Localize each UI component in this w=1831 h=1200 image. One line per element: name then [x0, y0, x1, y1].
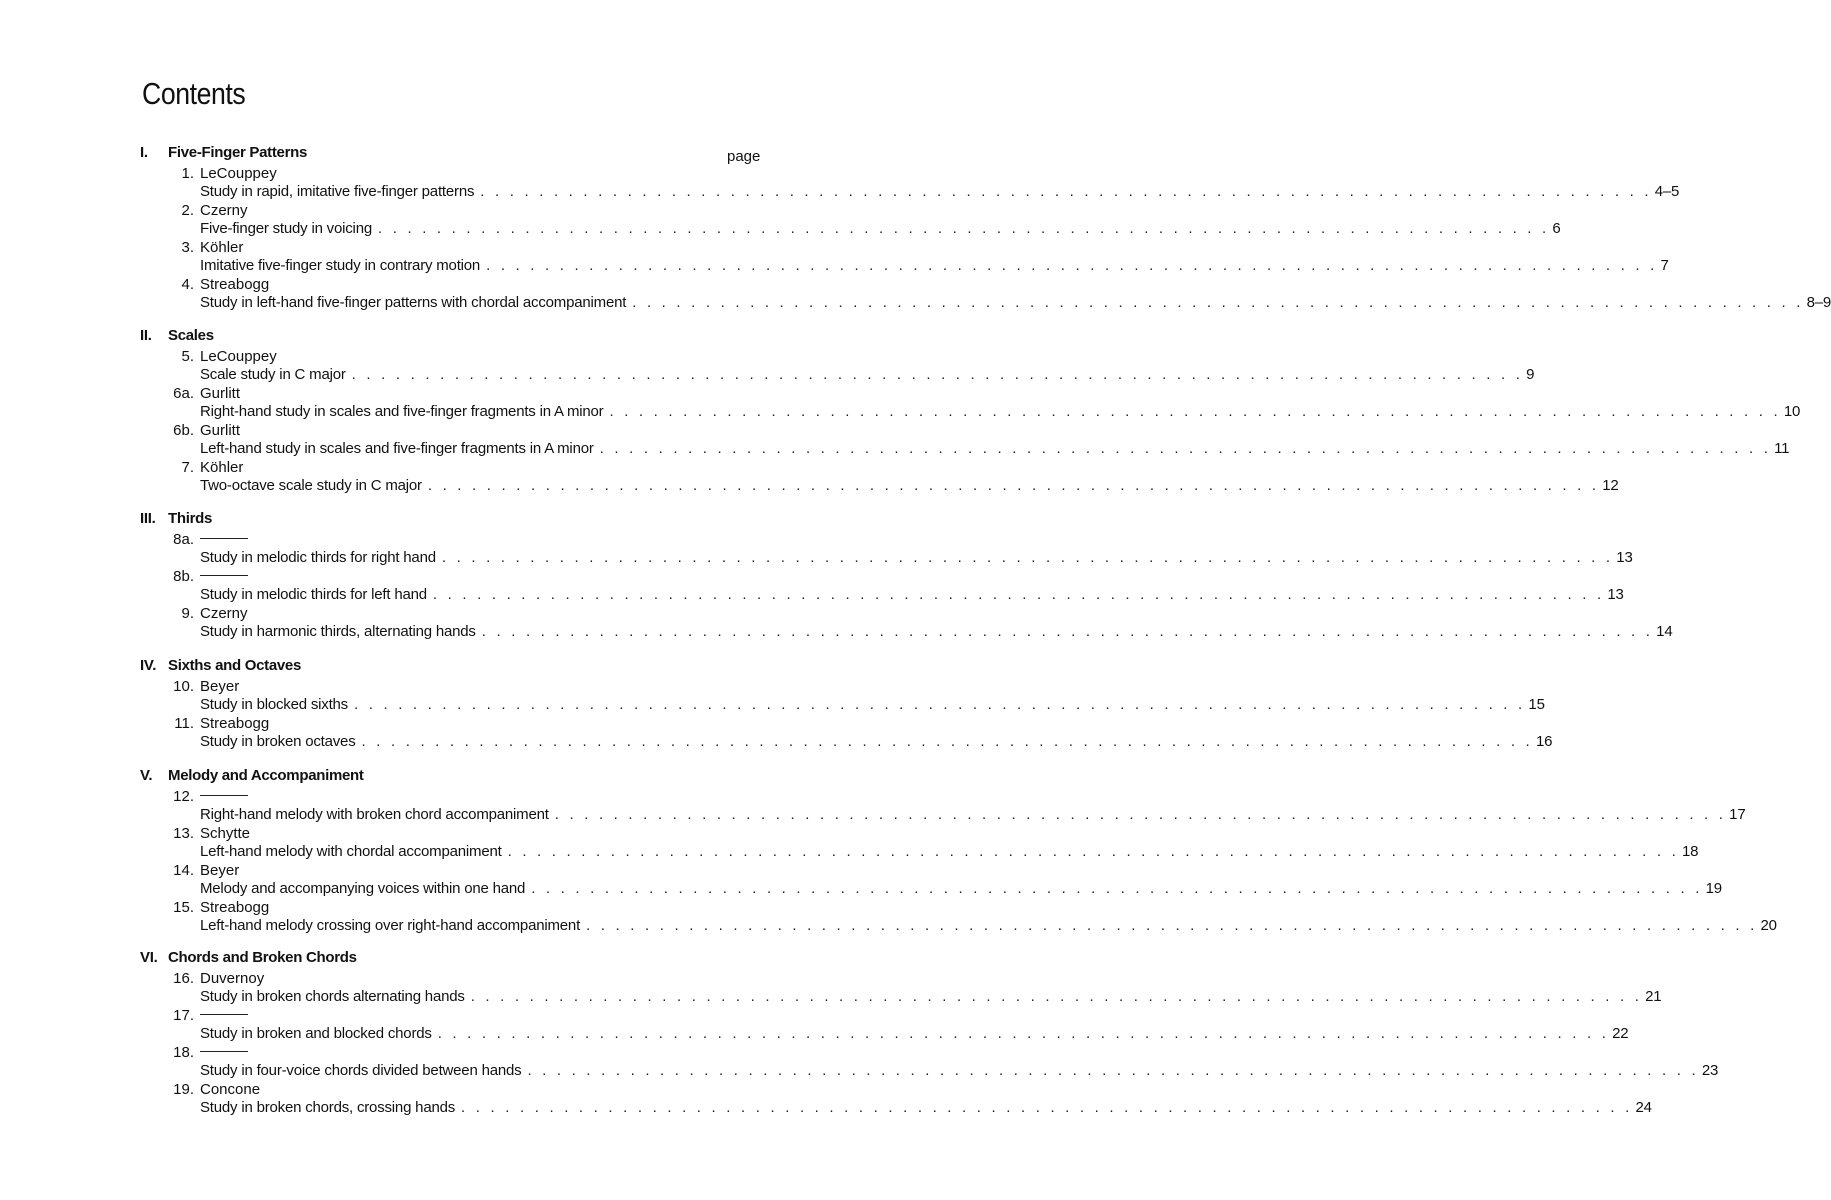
entry-number: 15. [173, 899, 194, 916]
dot-leader: . . . . . . . . . . . . . . . . . . . . . . . . . . . . . . . . . . . . . . . . . . . . . . . . . . . . . . . . . . . . . . . . . . . . . . . . . . . . . . . . [480, 183, 1652, 200]
entry-description: Study in broken chords alternating hands [200, 988, 465, 1005]
section-heading [140, 142, 762, 164]
section-thirds [140, 508, 1673, 641]
entry-composer [200, 530, 762, 549]
entry-number: 3. [181, 239, 194, 256]
entry-number: 17. [173, 1007, 194, 1024]
entry-page-number: 24 [1635, 1099, 1652, 1116]
entry-page-number: 18 [1682, 843, 1699, 860]
toc-entry[interactable] [140, 1006, 1629, 1043]
entry-number: 2. [181, 202, 194, 219]
entry-description: Left-hand melody crossing over right-hand accompaniment [200, 917, 581, 934]
dot-leader: . . . . . . . . . . . . . . . . . . . . . . . . . . . . . . . . . . . . . . . . . . . . . . . . . . . . . . . . . . . . . . . . . . . . . . . . . . . . . . . . [437, 1025, 1610, 1042]
entry-composer: Beyer [200, 862, 240, 879]
entry-composer: Streabogg [200, 276, 270, 293]
dot-leader: . . . . . . . . . . . . . . . . . . . . . . . . . . . . . . . . . . . . . . . . . . . . . . . . . . . . . . . . . . . . . . . . . . . . . . . . . . . . . . . . [377, 220, 1550, 237]
toc-entry[interactable] [140, 275, 1831, 312]
entry-description: Left-hand melody with chordal accompaniment [200, 843, 502, 860]
anonymous-composer-dash [200, 1014, 248, 1015]
toc-entry[interactable] [140, 1043, 1719, 1080]
section-numeral: I. [140, 144, 148, 161]
entry-composer: Duvernoy [200, 970, 265, 987]
dot-leader: . . . . . . . . . . . . . . . . . . . . . . . . . . . . . . . . . . . . . . . . . . . . . . . . . . . . . . . . . . . . . . . . . . . . . . . . . . . . . . . . [461, 1099, 1633, 1116]
entry-composer: Streabogg [200, 715, 270, 732]
entry-number: 7. [181, 459, 194, 476]
toc-entry[interactable] [140, 1080, 1652, 1117]
entry-page-number: 9 [1526, 366, 1535, 383]
toc-entry[interactable] [140, 421, 1790, 458]
section-heading [140, 325, 762, 347]
entry-page-number: 21 [1645, 988, 1662, 1005]
dot-leader: . . . . . . . . . . . . . . . . . . . . . . . . . . . . . . . . . . . . . . . . . . . . . . . . . . . . . . . . . . . . . . . . . . . . . . . . . . . . . . . . [481, 623, 1654, 640]
dot-leader: . . . . . . . . . . . . . . . . . . . . . . . . . . . . . . . . . . . . . . . . . . . . . . . . . . . . . . . . . . . . . . . . . . . . . . . . . . . . . . . . [632, 294, 1804, 311]
toc-entry[interactable] [140, 458, 1619, 495]
entry-description: Study in broken and blocked chords [200, 1025, 432, 1042]
entry-number: 12. [173, 788, 194, 805]
entry-number: 14. [173, 862, 194, 879]
dot-leader: . . . . . . . . . . . . . . . . . . . . . . . . . . . . . . . . . . . . . . . . . . . . . . . . . . . . . . . . . . . . . . . . . . . . . . . . . . . . . . . . [427, 477, 1600, 494]
entry-composer: Beyer [200, 678, 240, 695]
entry-description: Study in four-voice chords divided between hands [200, 1062, 522, 1079]
dot-leader: . . . . . . . . . . . . . . . . . . . . . . . . . . . . . . . . . . . . . . . . . . . . . . . . . . . . . . . . . . . . . . . . . . . . . . . . . . . . . . . . [353, 696, 1526, 713]
section-numeral: V. [140, 767, 153, 784]
entry-number: 8a. [173, 531, 194, 548]
entry-number: 1. [181, 165, 194, 182]
entry-page-number: 13 [1607, 586, 1624, 603]
section-numeral: VI. [140, 949, 158, 966]
entry-description: Study in rapid, imitative five-finger patterns [200, 183, 475, 200]
entry-page-number: 19 [1705, 880, 1722, 897]
toc-entry[interactable] [140, 824, 1699, 861]
entry-composer [200, 567, 762, 586]
entry-number: 19. [173, 1081, 194, 1098]
section-title: Chords and Broken Chords [168, 949, 357, 966]
entry-composer: Czerny [200, 605, 248, 622]
toc-entry[interactable] [140, 787, 1746, 824]
entry-page-number: 6 [1552, 220, 1561, 237]
entry-description: Imitative five-finger study in contrary motion [200, 257, 481, 274]
toc-entry[interactable] [140, 714, 1553, 751]
section-numeral: II. [140, 327, 152, 344]
dot-leader: . . . . . . . . . . . . . . . . . . . . . . . . . . . . . . . . . . . . . . . . . . . . . . . . . . . . . . . . . . . . . . . . . . . . . . . . . . . . . . . . [609, 403, 1781, 420]
entry-page-number: 14 [1656, 623, 1673, 640]
entry-page-number: 12 [1602, 477, 1619, 494]
section-title: Five-Finger Patterns [168, 144, 308, 161]
section-chords-and-broken-chords [140, 947, 1719, 1117]
entry-composer: Köhler [200, 459, 244, 476]
entry-composer [200, 1006, 762, 1025]
entry-description: Right-hand study in scales and five-finger fragments in A minor [200, 403, 604, 420]
entry-description: Melody and accompanying voices within one hand [200, 880, 526, 897]
entry-page-number: 7 [1660, 257, 1669, 274]
entry-number: 5. [181, 348, 194, 365]
entry-description: Study in blocked sixths [200, 696, 348, 713]
section-scales [140, 325, 1801, 495]
toc-entry[interactable] [140, 604, 1673, 641]
dot-leader: . . . . . . . . . . . . . . . . . . . . . . . . . . . . . . . . . . . . . . . . . . . . . . . . . . . . . . . . . . . . . . . . . . . . . . . . . . . . . . . . [586, 917, 1758, 934]
toc-entry[interactable] [140, 898, 1777, 935]
entry-page-number: 8–9 [1806, 294, 1831, 311]
toc-entry[interactable] [140, 384, 1801, 421]
toc-entry[interactable] [140, 201, 1561, 238]
entry-page-number: 17 [1729, 806, 1746, 823]
entry-description: Five-finger study in voicing [200, 220, 372, 237]
entry-page-number: 22 [1612, 1025, 1629, 1042]
dot-leader: . . . . . . . . . . . . . . . . . . . . . . . . . . . . . . . . . . . . . . . . . . . . . . . . . . . . . . . . . . . . . . . . . . . . . . . . . . . . . . . . [599, 440, 1772, 457]
page-title: Contents [142, 76, 246, 111]
entry-page-number: 13 [1616, 549, 1633, 566]
section-five-finger-patterns [140, 142, 1831, 312]
anonymous-composer-dash [200, 538, 248, 539]
section-numeral: IV. [140, 657, 157, 674]
entry-composer: LeCouppey [200, 348, 277, 365]
entry-number: 4. [181, 276, 194, 293]
dot-leader: . . . . . . . . . . . . . . . . . . . . . . . . . . . . . . . . . . . . . . . . . . . . . . . . . . . . . . . . . . . . . . . . . . . . . . . . . . . . . . . . [441, 549, 1614, 566]
entry-page-number: 15 [1528, 696, 1545, 713]
entry-composer: Czerny [200, 202, 248, 219]
entry-description: Study in left-hand five-finger patterns with chordal accompaniment [200, 294, 627, 311]
entry-description: Study in broken chords, crossing hands [200, 1099, 456, 1116]
entry-number: 10. [173, 678, 194, 695]
anonymous-composer-dash [200, 575, 248, 576]
toc-entry[interactable] [140, 677, 1545, 714]
entry-number: 6a. [173, 385, 194, 402]
entry-number: 6b. [173, 422, 194, 439]
section-title: Scales [168, 327, 214, 344]
entry-description: Study in harmonic thirds, alternating hands [200, 623, 476, 640]
dot-leader: . . . . . . . . . . . . . . . . . . . . . . . . . . . . . . . . . . . . . . . . . . . . . . . . . . . . . . . . . . . . . . . . . . . . . . . . . . . . . . . . [527, 1062, 1699, 1079]
entry-number: 8b. [173, 568, 194, 585]
entry-number: 13. [173, 825, 194, 842]
toc-entry[interactable] [140, 238, 1669, 275]
entry-description: Right-hand melody with broken chord accompaniment [200, 806, 549, 823]
dot-leader: . . . . . . . . . . . . . . . . . . . . . . . . . . . . . . . . . . . . . . . . . . . . . . . . . . . . . . . . . . . . . . . . . . . . . . . . . . . . . . . . [531, 880, 1703, 897]
section-heading [140, 765, 762, 787]
entry-composer: Köhler [200, 239, 244, 256]
section-title: Melody and Accompaniment [168, 767, 364, 784]
entry-description: Two-octave scale study in C major [200, 477, 422, 494]
dot-leader: . . . . . . . . . . . . . . . . . . . . . . . . . . . . . . . . . . . . . . . . . . . . . . . . . . . . . . . . . . . . . . . . . . . . . . . . . . . . . . . . [470, 988, 1643, 1005]
dot-leader: . . . . . . . . . . . . . . . . . . . . . . . . . . . . . . . . . . . . . . . . . . . . . . . . . . . . . . . . . . . . . . . . . . . . . . . . . . . . . . . . [507, 843, 1680, 860]
toc-entry[interactable] [140, 567, 1624, 604]
section-heading [140, 508, 762, 530]
dot-leader: . . . . . . . . . . . . . . . . . . . . . . . . . . . . . . . . . . . . . . . . . . . . . . . . . . . . . . . . . . . . . . . . . . . . . . . . . . . . . . . . [361, 733, 1533, 750]
entry-number: 18. [173, 1044, 194, 1061]
entry-page-number: 16 [1535, 733, 1553, 750]
toc-entry[interactable] [140, 969, 1662, 1006]
entry-composer: Schytte [200, 825, 251, 842]
toc-entry[interactable] [140, 861, 1722, 898]
entry-composer: Streabogg [200, 899, 270, 916]
page-column-label: page [727, 148, 761, 165]
toc-entry[interactable] [140, 530, 1633, 567]
entry-composer: LeCouppey [200, 165, 277, 182]
entry-description: Study in melodic thirds for left hand [200, 586, 427, 603]
entry-description: Left-hand study in scales and five-finger fragments in A minor [200, 440, 594, 457]
dot-leader: . . . . . . . . . . . . . . . . . . . . . . . . . . . . . . . . . . . . . . . . . . . . . . . . . . . . . . . . . . . . . . . . . . . . . . . . . . . . . . . . [432, 586, 1605, 603]
section-sixths-and-octaves [140, 655, 1553, 751]
entry-description: Scale study in C major [200, 366, 346, 383]
entry-composer: Gurlitt [200, 422, 241, 439]
entry-number: 11. [174, 715, 194, 732]
entry-composer [200, 787, 762, 806]
toc-entry[interactable] [140, 347, 1535, 384]
entry-description: Study in broken octaves [200, 733, 356, 750]
entry-description: Study in melodic thirds for right hand [200, 549, 436, 566]
dot-leader: . . . . . . . . . . . . . . . . . . . . . . . . . . . . . . . . . . . . . . . . . . . . . . . . . . . . . . . . . . . . . . . . . . . . . . . . . . . . . . . . [351, 366, 1524, 383]
section-heading [140, 655, 762, 677]
entry-composer: Concone [200, 1081, 261, 1098]
section-heading [140, 947, 762, 969]
anonymous-composer-dash [200, 795, 248, 796]
entry-composer: Gurlitt [200, 385, 241, 402]
anonymous-composer-dash [200, 1051, 248, 1052]
entry-composer [200, 1043, 762, 1062]
entry-page-number: 11 [1774, 440, 1790, 457]
entry-page-number: 23 [1701, 1062, 1719, 1079]
dot-leader: . . . . . . . . . . . . . . . . . . . . . . . . . . . . . . . . . . . . . . . . . . . . . . . . . . . . . . . . . . . . . . . . . . . . . . . . . . . . . . . . [554, 806, 1727, 823]
dot-leader: . . . . . . . . . . . . . . . . . . . . . . . . . . . . . . . . . . . . . . . . . . . . . . . . . . . . . . . . . . . . . . . . . . . . . . . . . . . . . . . . [486, 257, 1658, 274]
entry-page-number: 20 [1760, 917, 1777, 934]
section-title: Sixths and Octaves [168, 657, 301, 674]
section-title: Thirds [168, 510, 213, 527]
entry-page-number: 4–5 [1654, 183, 1680, 200]
entry-number: 9. [181, 605, 194, 622]
entry-page-number: 10 [1783, 403, 1801, 420]
section-numeral: III. [140, 510, 156, 527]
entry-number: 16. [173, 970, 194, 987]
toc-entry[interactable] [140, 164, 1680, 201]
section-melody-and-accompaniment [140, 765, 1777, 935]
